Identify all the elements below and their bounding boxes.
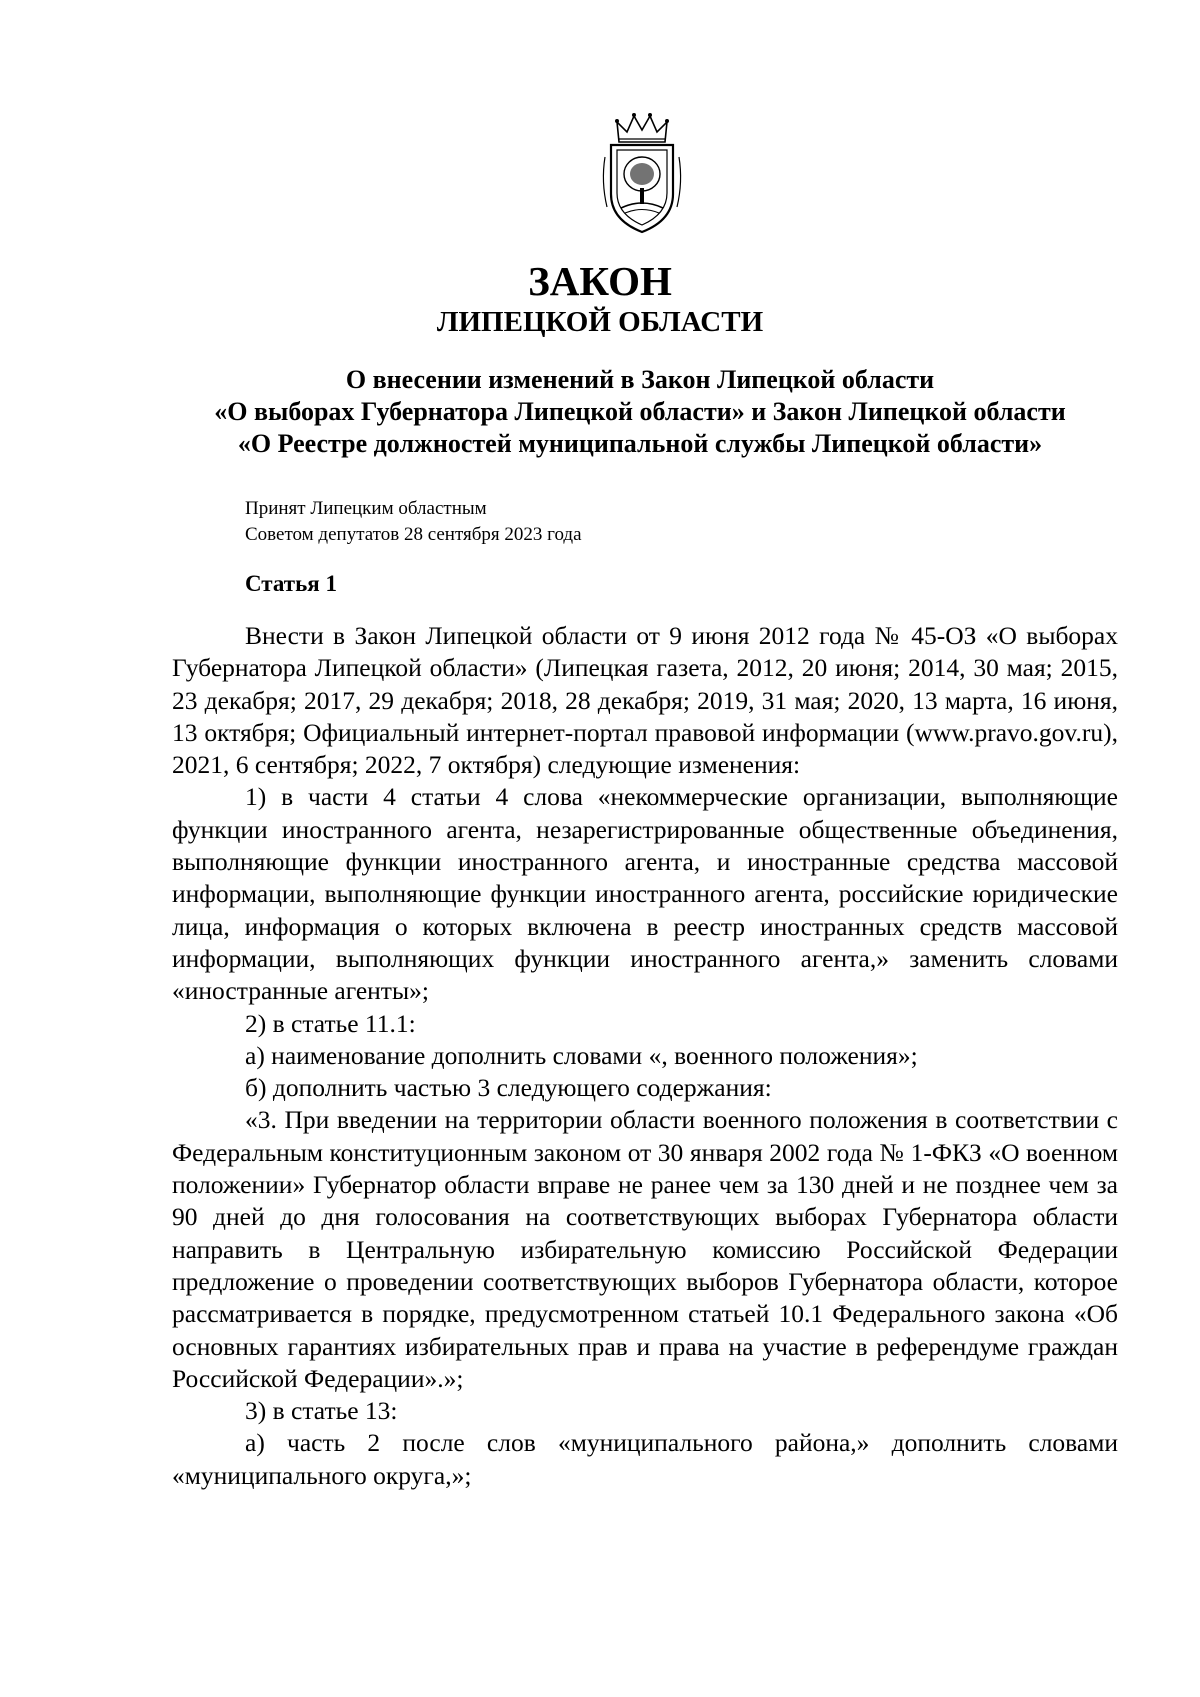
article-title: Статья 1 — [245, 571, 337, 596]
paragraph: б) дополнить частью 3 следующего содержания: — [245, 1073, 772, 1103]
document-subtitle: ЛИПЕЦКОЙ ОБЛАСТИ — [436, 306, 764, 338]
paragraph: «3. При введении на территории области военного положения в соответствии с Федеральным конституционным законом от 30 января 2002 года № 1-ФКЗ «О военном положении» Губернатор области вправе не ранее чем за 130 дней и не позднее чем за 90 дней до дня голосования на соответствующих выборах Губернатора области направить в Центральную избирательную комиссию Российской Федерации предложение о проведении соответствующих выборов Губернатора области, которое рассматривается в порядке, предусмотренном статьей 10.1 Федерального закона «Об основных гарантиях избирательных прав и права на участие в референдуме граждан Российской Федерации».»; — [172, 1105, 1118, 1393]
paragraph: 3) в статье 13: — [245, 1396, 398, 1426]
paragraph: а) часть 2 после слов «муниципального района,» дополнить словами «муниципального округа,»; — [172, 1428, 1118, 1490]
article-body — [172, 620, 1118, 1492]
adoption-line: Принят Липецким областным — [245, 498, 487, 519]
adoption-note — [245, 496, 582, 548]
heading-line: «О Реестре должностей муниципальной службы Липецкой области» — [237, 429, 1043, 458]
paragraph: а) наименование дополнить словами «, военного положения»; — [245, 1040, 918, 1070]
law-heading — [150, 364, 1130, 460]
heading-line: О внесении изменений в Закон Липецкой области — [345, 365, 935, 394]
paragraph: 2) в статье 11.1: — [245, 1008, 416, 1038]
paragraph: Внести в Закон Липецкой области от 9 июня 2012 года № 45-ОЗ «О выборах Губернатора Липецкой области» (Липецкая газета, 2012, 20 июня; 2014, 30 мая; 2015, 23 декабря; 2017, 29 декабря; 2018, 28 декабря; 2019, 31 мая; 2020, 13 марта, 16 июня, 13 октября; Официальный интернет-портал правовой информации (www.pravo.gov.ru), 2021, 6 сентября; 2022, 7 октября) следующие изменения: — [172, 621, 1118, 780]
paragraph: 1) в части 4 статьи 4 слова «некоммерческие организации, выполняющие функции иностранного агента, незарегистрированные общественные объединения, выполняющие функции иностранного агента, и иностранные средства массовой информации, выполняющие функции иностранного агента, российские юридические лица, информация о которых включена в реестр иностранных средств массовой информации, выполняющих функции иностранного агента,» заменить словами «иностранные агенты»; — [172, 782, 1118, 1006]
lipetsk-coat-of-arms-icon — [597, 112, 687, 237]
heading-line: «О выборах Губернатора Липецкой области» и Закон Липецкой области — [214, 397, 1066, 426]
adoption-line: Советом депутатов 28 сентября 2023 года — [245, 524, 582, 545]
document-title: ЗАКОН — [528, 258, 672, 304]
